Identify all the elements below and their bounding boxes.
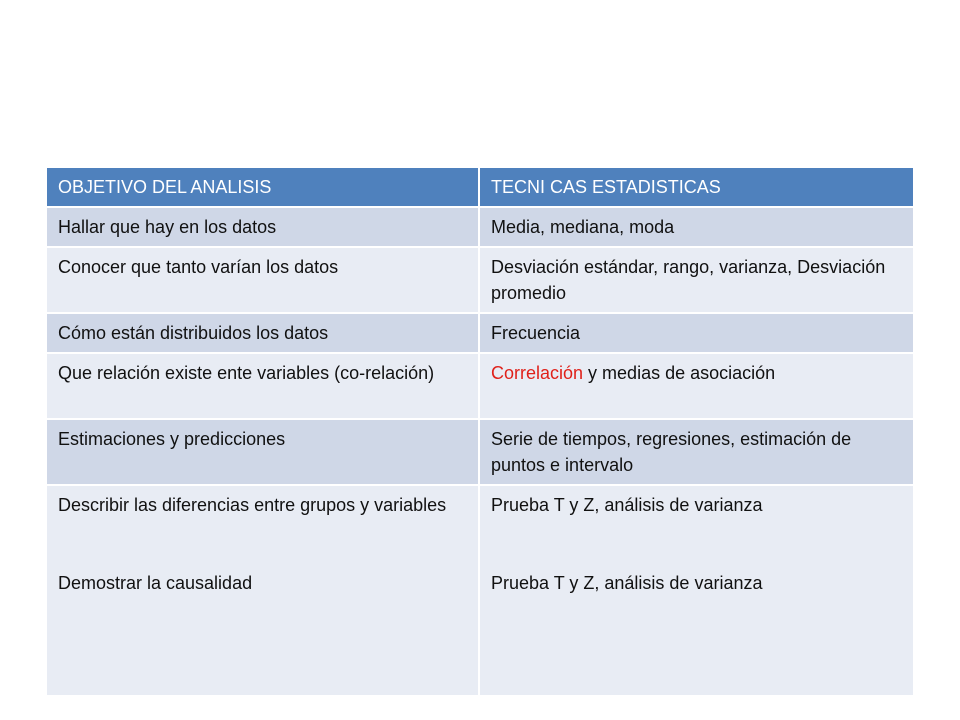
techniques-line: Prueba T y Z, análisis de varianza	[491, 573, 763, 593]
techniques-text: y medias de asociación	[583, 363, 776, 383]
objective-cell: Conocer que tanto varían los datos	[47, 248, 480, 314]
objective-line: Demostrar la causalidad	[58, 573, 253, 593]
techniques-line: Prueba T y Z, análisis de varianza	[491, 495, 763, 515]
techniques-cell: Serie de tiempos, regresiones, estimación de puntos e intervalo	[480, 420, 913, 486]
spacer	[491, 518, 903, 570]
header-objective: OBJETIVO DEL ANALISIS	[47, 168, 480, 208]
techniques-cell: Frecuencia	[480, 314, 913, 354]
techniques-cell: Desviación estándar, rango, varianza, Desviación promedio	[480, 248, 913, 314]
objective-line: Describir las diferencias entre grupos y variables	[58, 495, 447, 515]
techniques-cell	[480, 354, 913, 420]
table-header-row	[47, 168, 913, 208]
objective-cell: Cómo están distribuidos los datos	[47, 314, 480, 354]
objective-cell: Hallar que hay en los datos	[47, 208, 480, 248]
table-row	[47, 354, 913, 420]
objective-cell: Que relación existe ente variables (co-relación)	[47, 354, 480, 420]
header-techniques: TECNI CAS ESTADISTICAS	[480, 168, 913, 208]
table-row	[47, 208, 913, 248]
table-row	[47, 248, 913, 314]
highlighted-technique: Correlación	[491, 363, 584, 383]
objective-cell: Estimaciones y predicciones	[47, 420, 480, 486]
table-row	[47, 314, 913, 354]
table-row	[47, 486, 913, 697]
spacer	[58, 518, 468, 570]
techniques-cell: Media, mediana, moda	[480, 208, 913, 248]
table-row	[47, 420, 913, 486]
techniques-cell	[480, 486, 913, 697]
statistics-table	[47, 168, 913, 697]
objective-cell	[47, 486, 480, 697]
